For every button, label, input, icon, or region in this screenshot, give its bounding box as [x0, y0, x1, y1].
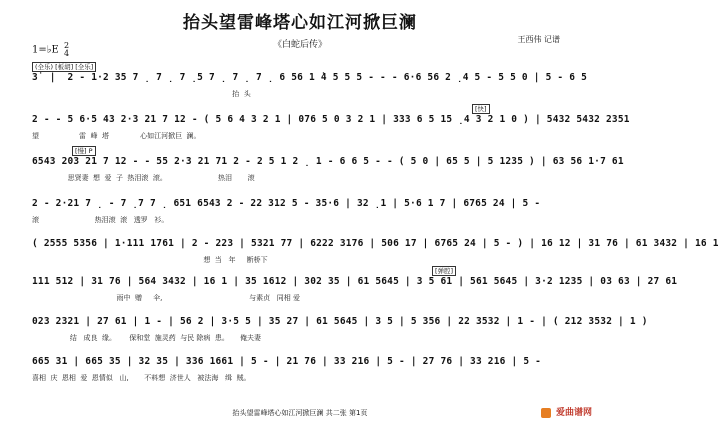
row-5-notes: ( 2555 5356 | 1·111 1761 | 2 - 223 | 5321 77 | 6222 3176 | 506 17 | 6765 24 | 5 - ) | 16 12 | 31 76 | 61 3432 | 16 1 — [32, 238, 719, 249]
score-row-6 — [32, 266, 678, 304]
row-4-notes: 2 - 2·21 7 ̣ - 7 ̣7 7 ̣ 651 6543 2 - 22 312 5 - 35·6 | 32 ̣1 | 5·6 1 7 | 6765 24 | 5 - — [32, 198, 541, 209]
page-footer: 抬头望雷峰塔心如江河掀巨澜 共二张 第1页 — [232, 409, 368, 417]
score-row-3 — [32, 146, 624, 184]
row-8-notes: 665 31 | 665 35 | 32 35 | 336 1661 | 5 - | 21 76 | 33 216 | 5 - | 27 76 | 33 216 | 5 - — [32, 356, 542, 367]
row-6-notes: 111 512 | 31 76 | 564 3432 | 16 1 | 35 1612 | 302 35 | 61 5645 | 3 5 61 | 561 5645 | 3·2 1235 | 03 63 | 27 61 — [32, 276, 678, 287]
site-logo[interactable] — [541, 405, 592, 418]
logo-icon — [541, 408, 551, 418]
score-row-1 — [32, 62, 588, 100]
row-7-lyrics: 结 成良 缘。 保和堂 施灵药 与民 除病 患。 俺夫妻 — [32, 334, 262, 342]
score-row-8 — [32, 346, 572, 384]
score-row-2 — [32, 104, 630, 142]
score-row-4 — [32, 188, 572, 226]
time-top: 2 — [63, 41, 70, 50]
logo-text: 爱曲谱网 — [555, 408, 592, 418]
row-6-mark: [弹腔] — [432, 266, 456, 276]
score-row-5 — [32, 228, 719, 266]
time-bottom: 4 — [63, 49, 70, 58]
row-1-lyrics: 抬 头 — [32, 90, 251, 98]
key-signature — [32, 42, 69, 58]
row-2-mark: [快] — [472, 104, 490, 114]
page-title: 抬头望雷峰塔心如江河掀巨澜 — [183, 13, 417, 33]
key-prefix: 1=♭E — [32, 44, 59, 56]
row-3-mark: [慢] P — [72, 146, 96, 156]
opera-name: 《白蛇后传》 — [272, 40, 327, 50]
transcriber-credit: 王西伟 记谱 — [517, 35, 560, 44]
row-8-lyrics: 喜相 庆 恩相 爱 恩情似 山, 不料想 济世人 被法海 缉 贼。 — [32, 374, 251, 382]
row-4-lyrics: 滚 热泪滚 滚 透罗 衫。 — [32, 216, 169, 224]
row-3-lyrics: 思贤妻 想 爱 子 热泪滚 滚。 热泪 滚 — [32, 174, 255, 182]
row-7-notes: 023 2321 | 27 61 | 1 - | 56 2 | 3·5 5 | 35 27 | 61 5645 | 3 5 | 5 356 | 22 3532 | 1 - | ( 212 3532 | 1 ) — [32, 316, 648, 327]
row-1-mark: (全乐) [板胡] [全乐] — [32, 62, 96, 72]
row-2-lyrics: 望 雷 峰 塔 心如江河掀巨 澜。 — [32, 132, 201, 140]
row-5-lyrics: 想 当 年 断桥下 — [32, 256, 268, 264]
row-1-notes: 3̇ | 2 - 1·2 35 7 ̣ 7 ̣ 7 ̣5 7 ̣ 7 ̣ 7 ̣ 6 56 1 ̇4 5 5 5 - - - 6·6 56 2 ̣4 5 - 5 5 0 | 5 - 6 5 — [32, 72, 588, 83]
row-2-notes: 2 - - 5 6·5 43 2·3 21 7 12 - ( 5 6 4 3 2 1 | 076 5 0 3 2 1 | 333 6 5 15 ̣4 3 2 1 0 ) | 5432 5432 2351 — [32, 114, 630, 125]
row-3-notes: 6543 203 21 7 12 - - 55 2·3 21 71 2 - 2 5 1 2 ̣ 1 - 6 6 5 - - ( 5 0 | 65 5 | 5 1235 ) | 63 56 1·7 61 — [32, 156, 624, 167]
time-signature — [64, 42, 69, 58]
row-6-lyrics: 雨中 赠 伞, 与素贞 同相 爱 — [32, 294, 301, 302]
score-row-7 — [32, 306, 648, 344]
